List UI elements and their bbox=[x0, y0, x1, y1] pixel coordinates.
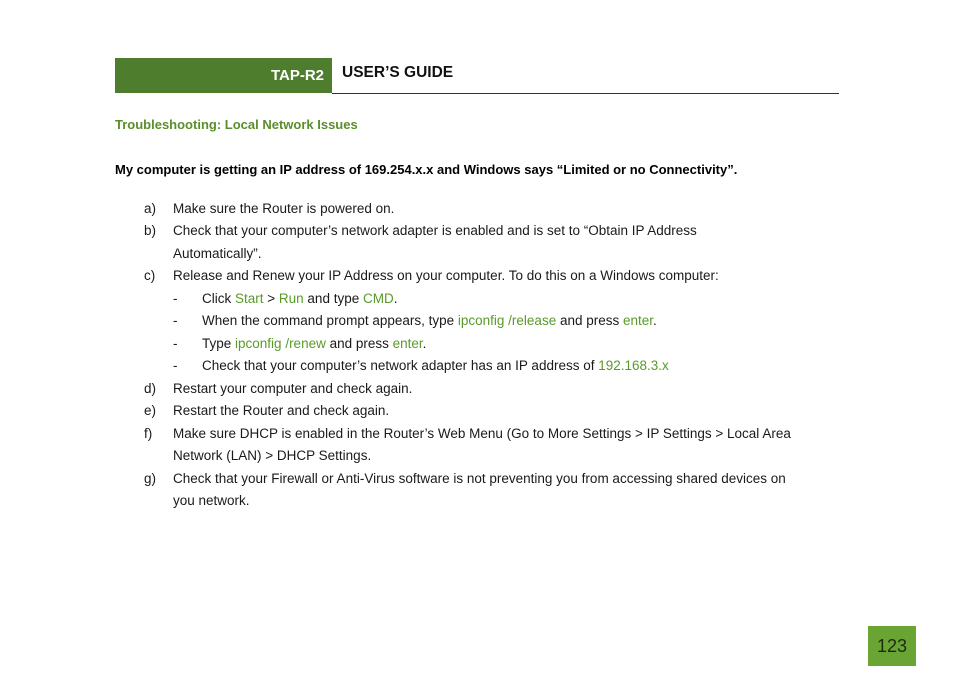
highlight-start: Start bbox=[235, 291, 264, 306]
step-c-marker: c) bbox=[144, 268, 156, 283]
step-b-line2: Automatically”. bbox=[173, 246, 262, 261]
highlight-enter: enter bbox=[623, 313, 654, 328]
highlight-release-cmd: ipconfig /release bbox=[457, 313, 557, 328]
problem-statement: My computer is getting an IP address of 169.254.x.x and Windows says “Limited or no Connectivity”. bbox=[115, 162, 738, 177]
step-c-text: Release and Renew your IP Address on your computer. To do this on a Windows computer: bbox=[173, 268, 719, 283]
substep-1: Click Start > Run and type CMD. bbox=[202, 291, 398, 306]
step-g-line2: you network. bbox=[173, 493, 250, 508]
step-a-marker: a) bbox=[144, 201, 157, 216]
highlight-cmd: CMD bbox=[362, 291, 394, 306]
guide-title: USER’S GUIDE bbox=[342, 64, 454, 81]
step-d-text: Restart your computer and check again. bbox=[173, 381, 413, 396]
section-title: Troubleshooting: Local Network Issues bbox=[115, 117, 358, 132]
substep-3: Type ipconfig /renew and press enter. bbox=[202, 336, 427, 351]
step-b-marker: b) bbox=[144, 223, 157, 238]
substep-4: Check that your computer’s network adapter has an IP address of 192.168.3.x bbox=[202, 358, 669, 373]
page-number: 123 bbox=[876, 635, 908, 656]
page-number-box bbox=[868, 626, 916, 666]
step-d-marker: d) bbox=[144, 381, 157, 396]
product-label-banner bbox=[115, 58, 332, 93]
substep-2-dash: - bbox=[173, 313, 178, 328]
highlight-run: Run bbox=[278, 291, 304, 306]
substep-2: When the command prompt appears, type ipconfig /release and press enter. bbox=[202, 313, 657, 328]
step-g-marker: g) bbox=[144, 471, 157, 486]
step-f-line2: Network (LAN) > DHCP Settings. bbox=[173, 448, 372, 463]
step-e-marker: e) bbox=[144, 403, 157, 418]
step-f-marker: f) bbox=[144, 426, 153, 441]
step-e-text: Restart the Router and check again. bbox=[173, 403, 390, 418]
highlight-renew-cmd: ipconfig /renew bbox=[235, 336, 326, 351]
step-b-line1: Check that your computer’s network adapter is enabled and is set to “Obtain IP Address bbox=[173, 223, 697, 238]
header-rule bbox=[332, 93, 839, 94]
substep-3-dash: - bbox=[173, 336, 178, 351]
substep-1-dash: - bbox=[173, 291, 178, 306]
highlight-ip: 192.168.3.x bbox=[598, 358, 669, 373]
substep-4-dash: - bbox=[173, 358, 178, 373]
step-f-line1: Make sure DHCP is enabled in the Router’s Web Menu (Go to More Settings > IP Settings > Local Area bbox=[173, 426, 791, 441]
highlight-enter: enter bbox=[392, 336, 423, 351]
product-label: TAP-R2 bbox=[270, 67, 324, 84]
step-g-line1: Check that your Firewall or Anti-Virus software is not preventing you from accessing shared devices on bbox=[173, 471, 786, 486]
step-a-text: Make sure the Router is powered on. bbox=[173, 201, 395, 216]
